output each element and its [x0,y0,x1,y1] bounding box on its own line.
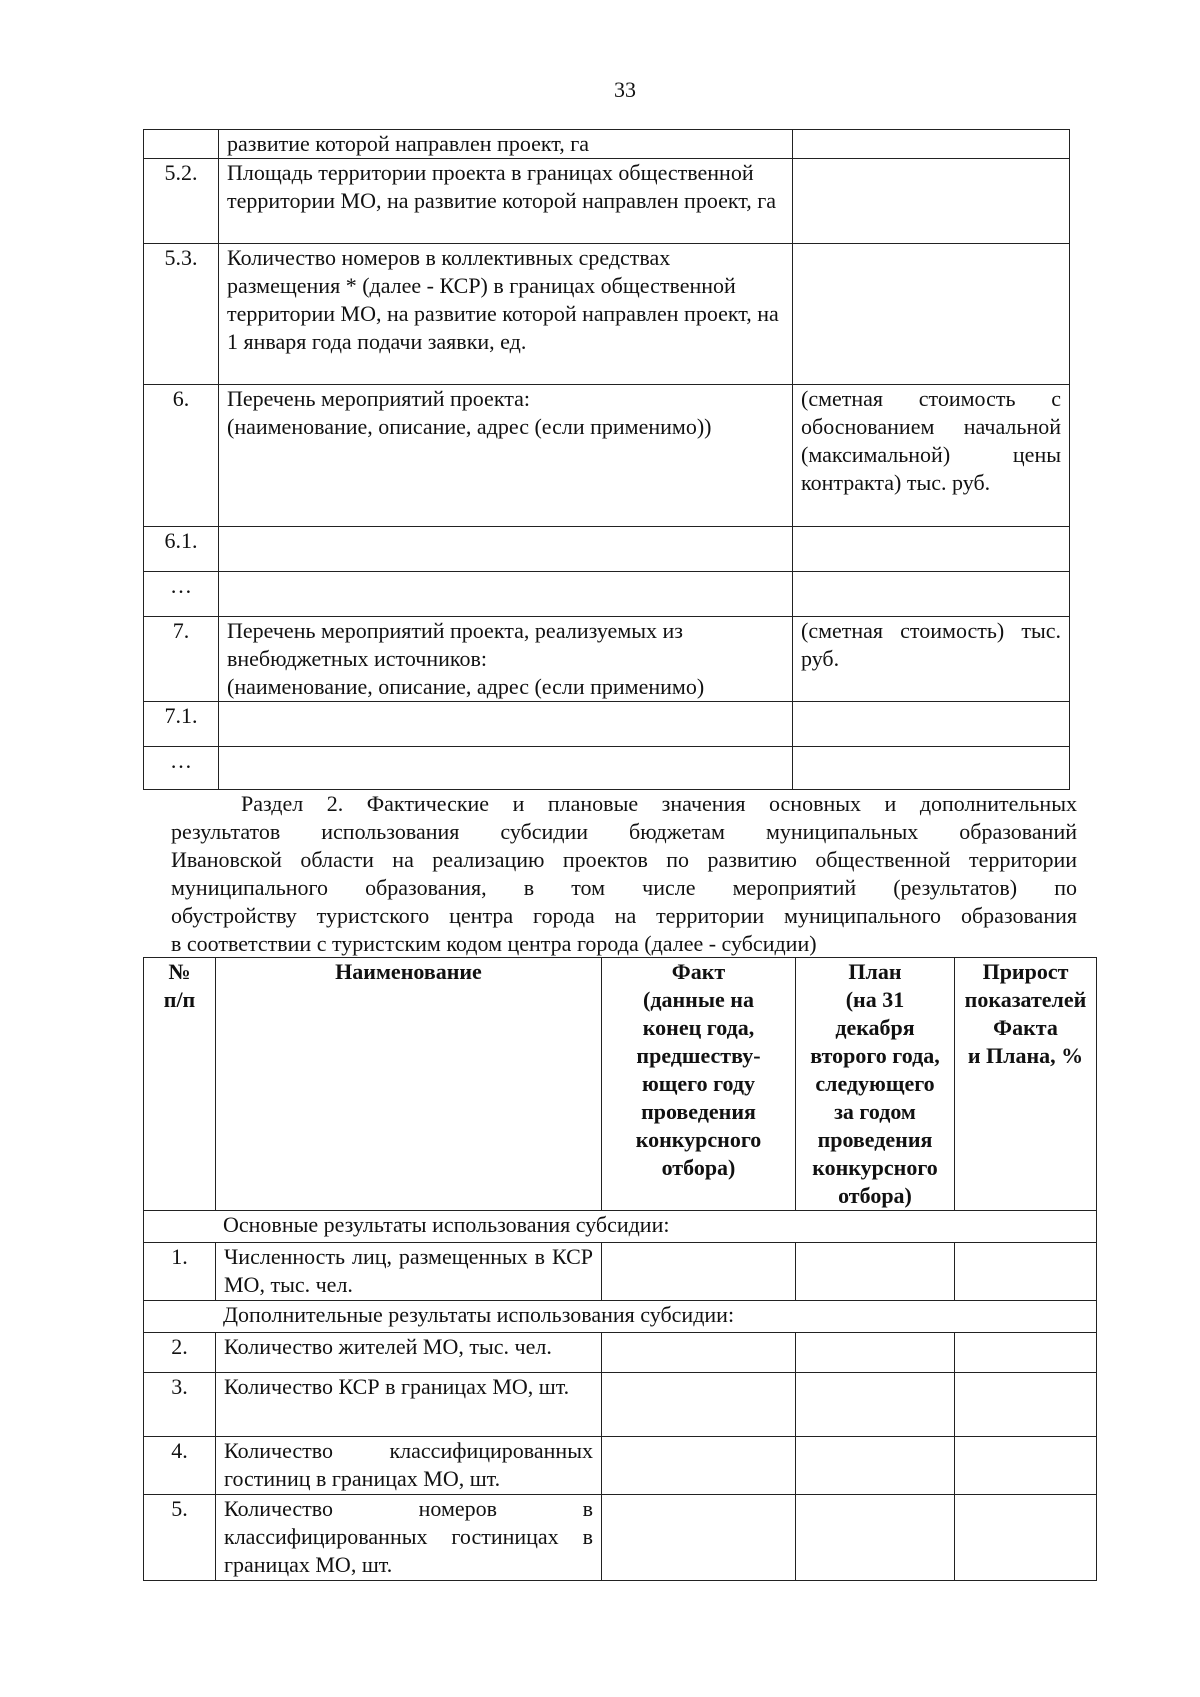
header-fact: Факт (данные на конец года, предшеству- ющего году проведения конкурсного отбора) [602,958,796,1211]
row-growth [955,1437,1097,1495]
row-fact [602,1373,796,1437]
row-number: 1. [144,1243,216,1301]
row-number: … [144,572,219,617]
section-line: в соответствии с туристским кодом центра города (далее - субсидии) [171,931,817,956]
table-row [144,130,1070,159]
table-row [144,702,1070,747]
header-growth: Прирост показателей Факта и Плана, % [955,958,1097,1211]
row-name: Количество номеров в классифицированных гостиницах в границах МО, шт. [216,1495,602,1581]
table-row [144,617,1070,702]
section-line: Ивановской области на реализацию проектов по развитию общественной территории [171,847,1077,872]
group-label-main: Основные результаты использования субсидии: [144,1211,1097,1243]
row-plan [796,1495,955,1581]
row-name [219,527,793,572]
row-value [793,244,1070,385]
row-growth [955,1495,1097,1581]
row-fact [602,1243,796,1301]
row-number: 7.1. [144,702,219,747]
row-plan [796,1437,955,1495]
row-value [793,527,1070,572]
row-name [219,702,793,747]
table-row [144,385,1070,527]
table-row [144,1437,1097,1495]
row-value: (сметная стоимость) тыс. руб. [793,617,1070,702]
row-number: 5.3. [144,244,219,385]
row-fact [602,1495,796,1581]
row-name: Площадь территории проекта в границах общественной территории МО, на развитие которой направлен проект, га [219,159,793,244]
group-row-main [144,1211,1097,1243]
row-name: Количество жителей МО, тыс. чел. [216,1333,602,1373]
row-value [793,702,1070,747]
row-plan [796,1373,955,1437]
row-growth [955,1333,1097,1373]
page-number: 33 [614,77,636,102]
table-row [144,1333,1097,1373]
header-plan: План (на 31 декабря второго года, следующего за годом проведения конкурсного отбора) [796,958,955,1211]
row-name: Перечень мероприятий проекта, реализуемых из внебюджетных источников: (наименование, описание, адрес (если применимо) [219,617,793,702]
table-row [144,159,1070,244]
table-row [144,747,1070,790]
row-number: 5.2. [144,159,219,244]
row-growth [955,1373,1097,1437]
row-value: (сметная стоимость с обоснованием начальной (максимальной) цены контракта) тыс. руб. [793,385,1070,527]
row-number: 4. [144,1437,216,1495]
row-name: Количество классифицированных гостиниц в границах МО, шт. [216,1437,602,1495]
header-num: № п/п [144,958,216,1211]
row-value [793,159,1070,244]
table-row [144,244,1070,385]
row-growth [955,1243,1097,1301]
row-number: 3. [144,1373,216,1437]
row-number: … [144,747,219,790]
row-number: 5. [144,1495,216,1581]
section-line: муниципального образования, в том числе мероприятий (результатов) по [171,875,1077,900]
row-number: 7. [144,617,219,702]
section-line: результатов использования субсидии бюджетам муниципальных образований [171,819,1077,844]
row-number [144,130,219,159]
row-name: Перечень мероприятий проекта: (наименование, описание, адрес (если применимо)) [219,385,793,527]
row-plan [796,1243,955,1301]
table-row [144,1243,1097,1301]
table-row [144,1495,1097,1581]
row-name: развитие которой направлен проект, га [219,130,793,159]
group-label-additional: Дополнительные результаты использования субсидии: [144,1301,1097,1333]
section-line: Раздел 2. Фактические и плановые значения основных и дополнительных [241,791,1077,816]
row-value [793,572,1070,617]
row-name [219,572,793,617]
results-table [143,957,1097,1581]
row-value [793,747,1070,790]
table-header-row [144,958,1097,1211]
table-row [144,1373,1097,1437]
row-number: 6. [144,385,219,527]
row-number: 6.1. [144,527,219,572]
table-row [144,572,1070,617]
header-name: Наименование [216,958,602,1211]
project-info-table [143,129,1070,790]
row-value [793,130,1070,159]
section-2-heading [171,790,1077,958]
group-row-additional [144,1301,1097,1333]
row-number: 2. [144,1333,216,1373]
row-name: Численность лиц, размещенных в КСР МО, тыс. чел. [216,1243,602,1301]
row-plan [796,1333,955,1373]
section-line: обустройству туристского центра города на территории муниципального образования [171,903,1077,928]
row-fact [602,1333,796,1373]
row-name [219,747,793,790]
row-fact [602,1437,796,1495]
row-name: Количество КСР в границах МО, шт. [216,1373,602,1437]
row-name: Количество номеров в коллективных средствах размещения * (далее - КСР) в границах общественной территории МО, на развитие которой направлен проект, на 1 января года подачи заявки, ед. [219,244,793,385]
table-row [144,527,1070,572]
